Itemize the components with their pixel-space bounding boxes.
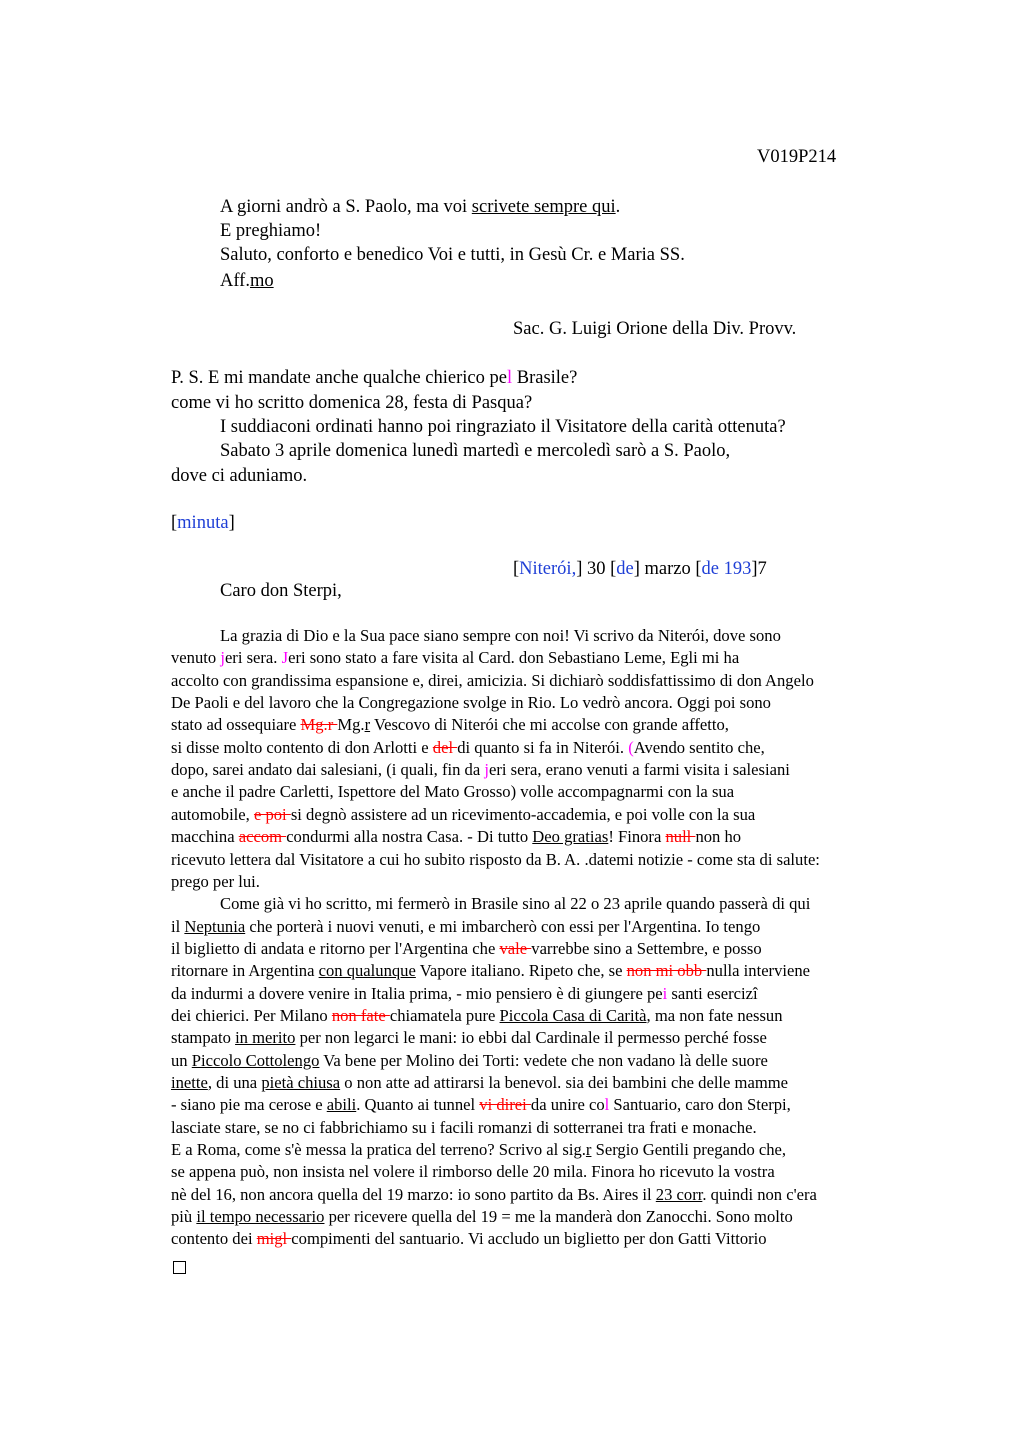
body-line: inette, di una pietà chiusa o non atte ad attirarsi la benevol. sia dei bambini che delle mamme <box>171 1073 789 1092</box>
inserted-text: l <box>604 1095 610 1114</box>
deleted-text: migl <box>256 1229 292 1248</box>
inserted-text: J <box>281 648 289 667</box>
body-line: il biglietto di andata e ritorno per l'Argentina che vale varrebbe sino a Settembre, e posso <box>171 939 762 958</box>
editorial-text: de 193 <box>701 559 752 579</box>
body-line: si disse molto contento di don Arlotti e del di quanto si fa in Niterói. (Avendo sentito che, <box>171 738 765 757</box>
text-line: come vi ho scritto domenica 28, festa di Pasqua? <box>171 393 533 413</box>
text-line: Saluto, conforto e benedico Voi e tutti, in Gesù Cr. e Maria SS. <box>220 245 685 265</box>
editorial-text: Niterói, <box>519 559 577 579</box>
underlined-text: Deo gratias <box>532 827 609 846</box>
body-line: La grazia di Dio e la Sua pace siano sempre con noi! Vi scrivo da Niterói, dove sono <box>220 626 781 645</box>
deleted-text: Mg.r <box>300 715 338 734</box>
deleted-text: vi direi <box>479 1095 531 1114</box>
text-line: E preghiamo! <box>220 221 322 241</box>
underlined-text: Neptunia <box>184 917 246 936</box>
salutation: Caro don Sterpi, <box>220 581 342 601</box>
document-id: V019P214 <box>757 147 837 167</box>
underlined-text: inette <box>171 1073 208 1092</box>
underlined-text: r <box>364 715 371 734</box>
deleted-text: vale <box>499 939 532 958</box>
editorial-text: minuta <box>177 513 229 533</box>
underlined-text: scrivete sempre qui <box>471 197 616 217</box>
body-line: venuto jeri sera. Jeri sono stato a fare visita al Card. don Sebastiano Leme, Egli mi ha <box>171 648 740 667</box>
minuta-label: [minuta] <box>171 513 235 533</box>
body-line: il Neptunia che porterà i nuovi venuti, e mi imbarcherò con essi per l'Argentina. Io tengo <box>171 917 761 936</box>
underlined-text: r <box>585 1140 592 1159</box>
inserted-text: i <box>662 984 668 1003</box>
body-line: dei chierici. Per Milano non fate chiamatela pure Piccola Casa di Carità, ma non fate nessun <box>171 1006 783 1025</box>
body-line: e anche il padre Carletti, Ispettore del Mato Grosso) volle accompagnarmi con la sua <box>171 782 735 801</box>
body-line: De Paoli e del lavoro che la Congregazione svolge in Rio. Lo vedrò ancora. Oggi poi sono <box>171 693 771 712</box>
body-line: un Piccolo Cottolengo Va bene per Molino dei Torti: vedete che non vadano là delle suore <box>171 1051 768 1070</box>
body-line: nè del 16, non ancora quella del 19 marzo: io sono partito da Bs. Aires il 23 corr. quindi non c'era <box>171 1185 817 1204</box>
underlined-text: pietà chiusa <box>261 1073 341 1092</box>
body-line: stampato in merito per non legarci le mani: io ebbi dal Cardinale il permesso perché fosse <box>171 1028 767 1047</box>
body-line: più il tempo necessario per ricevere quella del 19 = me la manderà don Zanocchi. Sono molto <box>171 1207 793 1226</box>
body-line: E a Roma, come s'è messa la pratica del terreno? Scrivo al sig.r Sergio Gentili pregando che, <box>171 1140 787 1159</box>
underlined-text: Piccola Casa di Carità <box>499 1006 647 1025</box>
body-line: Come già vi ho scritto, mi fermerò in Brasile sino al 22 o 23 aprile quando passerà di qui <box>220 894 811 913</box>
inserted-text: j <box>220 648 225 667</box>
deleted-text: null <box>665 827 696 846</box>
underlined-text: mo <box>249 271 274 291</box>
letter-date: [Niterói,] 30 [de] marzo [de 193]7 <box>513 559 767 579</box>
deleted-text: del <box>432 738 458 757</box>
body-line: stato ad ossequiare Mg.r Mg.r Vescovo di Niterói che mi accolse con grande affetto, <box>171 715 729 734</box>
body-line: contento dei migl compimenti del santuario. Vi accludo un biglietto per don Gatti Vittorio <box>171 1229 767 1248</box>
body-line: se appena può, non insista nel volere il rimborso delle 20 mila. Finora ho ricevuto la vostra <box>171 1162 775 1181</box>
underlined-text: in merito <box>235 1028 296 1047</box>
text-line: I suddiaconi ordinati hanno poi ringraziato il Visitatore della carità ottenuta? <box>220 417 786 437</box>
body-line: automobile, e poi si degnò assistere ad un ricevimento-accademia, e poi volle con la sua <box>171 805 756 824</box>
body-line: accolto con grandissima espansione e, direi, amicizia. Si dichiarò soddisfattissimo di don Angelo <box>171 671 814 690</box>
text-line: Sabato 3 aprile domenica lunedì martedì e mercoledì sarò a S. Paolo, <box>220 441 731 461</box>
text-line: dove ci aduniamo. <box>171 466 308 486</box>
body-line: ricevuto lettera dal Visitatore a cui ho subito risposto da B. A. .datemi notizie - come sta di salute: <box>171 850 820 869</box>
inserted-text: l <box>506 368 513 388</box>
signature: Sac. G. Luigi Orione della Div. Provv. <box>513 319 797 339</box>
deleted-text: accom <box>238 827 287 846</box>
deleted-text: non mi obb <box>626 961 707 980</box>
editorial-text: de <box>616 559 634 579</box>
body-line: da indurmi a dovere venire in Italia prima, - mio pensiero è di giungere pei santi esercizî <box>171 984 758 1003</box>
body-line: macchina accom condurmi alla nostra Casa. - Di tutto Deo gratias! Finora null non ho <box>171 827 742 846</box>
body-line: ritornare in Argentina con qualunque Vapore italiano. Ripeto che, se non mi obb nulla interviene <box>171 961 811 980</box>
checkbox-square <box>173 1261 186 1274</box>
underlined-text: il tempo necessario <box>196 1207 325 1226</box>
underlined-text: abili <box>326 1095 357 1114</box>
text-line: P. S. E mi mandate anche qualche chierico pel Brasile? <box>171 368 578 388</box>
inserted-text: j <box>484 760 489 779</box>
body-line: - siano pie ma cerose e abili. Quanto ai tunnel vi direi da unire col Santuario, caro don Sterpi, <box>171 1095 791 1114</box>
body-line: lasciate stare, se no ci fabbrichiamo su i facili romanzi di sotterranei tra frati e monache. <box>171 1118 757 1137</box>
inserted-text: ( <box>628 738 634 757</box>
underlined-text: 23 corr <box>655 1185 703 1204</box>
deleted-text: e poi <box>253 805 291 824</box>
underlined-text: Piccolo Cottolengo <box>191 1051 320 1070</box>
underlined-text: con qualunque <box>318 961 416 980</box>
text-line: A giorni andrò a S. Paolo, ma voi scrivete sempre qui. <box>220 197 621 217</box>
body-line: dopo, sarei andato dai salesiani, (i quali, fin da jeri sera, erano venuti a farmi visita i salesiani <box>171 760 790 779</box>
text-line: Aff.mo <box>220 271 274 291</box>
body-line: prego per lui. <box>171 872 260 891</box>
deleted-text: non fate <box>331 1006 390 1025</box>
